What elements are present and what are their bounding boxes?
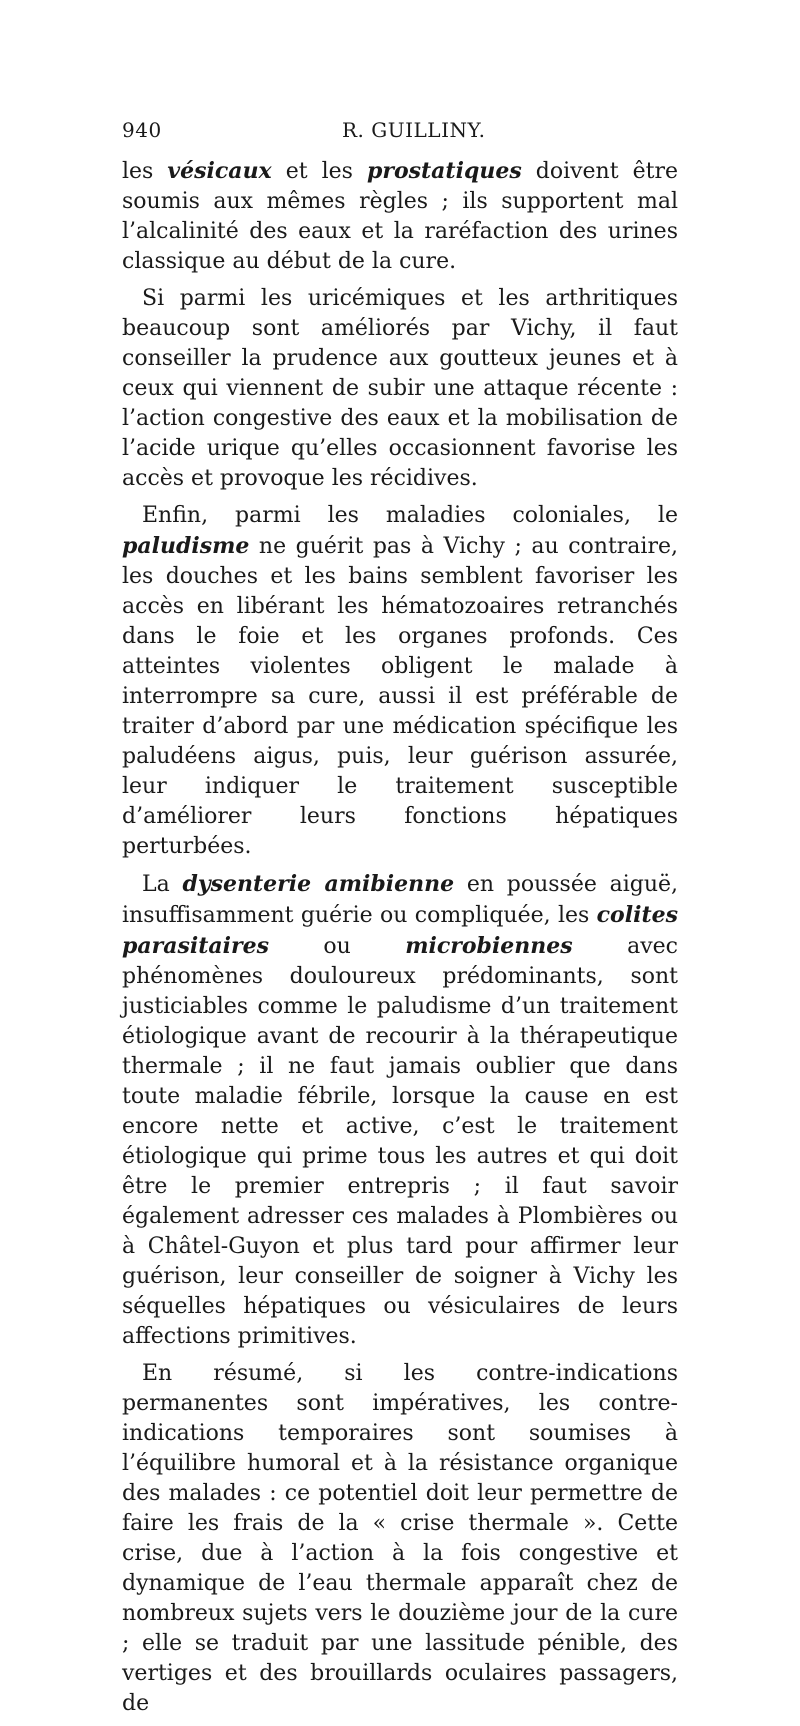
text-run: En résumé, si les contre-indications permanentes sont impératives, les contre-indications temporaires sont soumises à l’équilibre humoral et à la résistance organique des malades : ce potentiel doit leur permettre de faire les frais de la « crise thermale ». Cette crise, due à l’action à la fois congestive et dynamique de l’eau thermale apparaît chez de nombreux sujets vers le douzième jour de la cure ; elle se traduit par une lassitude pénible, des vertiges et des brouillards oculaires passagers, de bbox=[122, 1361, 678, 1716]
body-text bbox=[122, 156, 678, 1726]
text-run: doivent être soumis aux mêmes règles ; ils supportent mal l’alcalinité des eaux et la raréfaction des urines classique au début de la cure. bbox=[122, 159, 678, 274]
text-run: ou bbox=[268, 934, 406, 959]
text-run: La bbox=[142, 872, 183, 897]
paragraph bbox=[122, 501, 678, 862]
running-header bbox=[122, 118, 678, 148]
italic-term: vésicaux bbox=[167, 158, 272, 184]
text-run: avec phénomènes douloureux prédominants, sont justiciables comme le paludisme d’un traitement étiologique avant de recourir à la thérapeutique thermale ; il ne faut jamais oublier que dans toute maladie fébrile, lorsque la cause en est encore nette et active, c’est le traitement étiologique qui prime tous les autres et qui doit être le premier entrepris ; il faut savoir également adresser ces malades à Plombières ou à Châtel-Guyon et plus tard pour affirmer leur guérison, leur conseiller de soigner à Vichy les séquelles hépatiques ou vésiculaires de leurs affections primitives. bbox=[122, 934, 678, 1349]
italic-term: dysenterie amibienne bbox=[182, 871, 455, 897]
text-run: en poussée aiguë, insuffisamment guérie ou compliquée, les bbox=[122, 872, 678, 928]
running-title: R. GUILLINY. bbox=[342, 118, 486, 142]
text-run: les bbox=[122, 159, 168, 184]
paragraph bbox=[122, 869, 678, 1352]
paragraph bbox=[122, 1359, 678, 1719]
text-run: et les bbox=[271, 159, 367, 184]
italic-term: paludisme bbox=[122, 533, 250, 559]
italic-term: prostatiques bbox=[366, 158, 522, 184]
paragraph bbox=[122, 284, 678, 494]
text-run: ne guérit pas à Vichy ; au contraire, les douches et les bains semblent favoriser les accès en libérant les hématozoaires retranchés dans le foie et les organes profonds. Ces atteintes violentes obligent le malade à interrompre sa cure, aussi il est préférable de traiter d’abord par une médication spécifique les paludéens aigus, puis, leur guérison assurée, leur indiquer le traitement susceptible d’améliorer leurs fonctions hépatiques perturbées. bbox=[122, 534, 678, 859]
page-number: 940 bbox=[122, 118, 162, 142]
text-run: Si parmi les uricémiques et les arthritiques beaucoup sont améliorés par Vichy, il faut conseiller la prudence aux goutteux jeunes et à ceux qui viennent de subir une attaque récente : l’action congestive des eaux et la mobilisation de l’acide urique qu’elles occasionnent favorise les accès et provoque les récidives. bbox=[122, 286, 678, 491]
text-run: Enfin, parmi les maladies coloniales, le bbox=[142, 503, 678, 528]
italic-term: microbiennes bbox=[405, 933, 573, 959]
paragraph bbox=[122, 156, 678, 277]
italic-term: colites parasitaires bbox=[122, 902, 678, 959]
